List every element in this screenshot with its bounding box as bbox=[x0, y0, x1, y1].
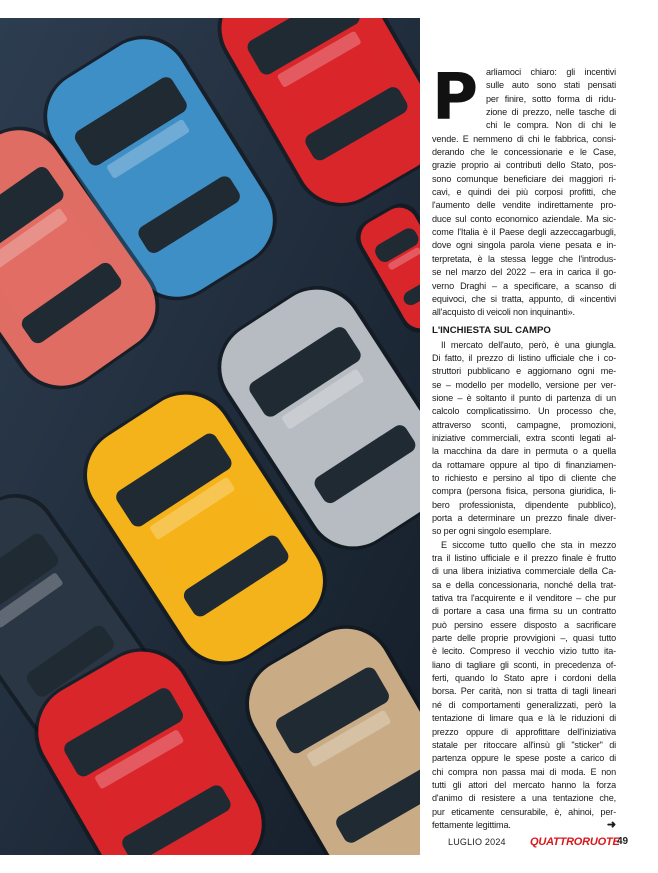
text-line: come l'Italia è il Paese degli azzeccagarbugli, bbox=[432, 227, 616, 238]
text-line: se – modello per modello, versione per ver- bbox=[432, 379, 616, 390]
paragraph-market bbox=[432, 339, 616, 539]
text-line: dove ogni singola parola viene pesata e in- bbox=[432, 240, 616, 251]
text-line: l'aumento delle vendite indirettamente pro- bbox=[432, 200, 616, 211]
text-line: da rottamare oppure al tipo di finanziamen- bbox=[432, 459, 616, 470]
text-line: to richiesto e persino al tipo di cliente che bbox=[432, 472, 616, 483]
text-line: equivoci, che si tratta, appunto, di «incentivi bbox=[432, 293, 616, 304]
page-number: 49 bbox=[617, 836, 629, 847]
text-line: prezzo oppure di approfittare dell'iniziativa bbox=[432, 726, 616, 737]
text-line: cavi, e quindi dei più corposi profitti, che bbox=[432, 187, 616, 198]
paragraph-discounts bbox=[432, 539, 616, 833]
text-line: Di fatto, il prezzo di listino ufficiale che i co- bbox=[432, 352, 616, 363]
svg-text:P: P bbox=[432, 69, 478, 121]
text-line: tutti gli attori del mercato hanno la forza bbox=[432, 779, 616, 790]
section-title: L'INCHIESTA SUL CAMPO bbox=[432, 324, 551, 336]
text-line: può persino essere disposto a sacrificare bbox=[432, 619, 616, 630]
text-line: ferti, quando lo Stato apre i cordoni della bbox=[432, 673, 616, 684]
text-line: porta a determinare un prezzo finale diver- bbox=[432, 513, 616, 523]
text-line: statale per ritoccare all'insù gli "sticker" di bbox=[432, 739, 616, 750]
text-line: chi compra non passa mai di moda. E non bbox=[432, 766, 616, 777]
text-line: calcolo complicatissimo. Un processo che, bbox=[432, 406, 616, 417]
intro-paragraph bbox=[432, 66, 616, 320]
issue-date: LUGLIO 2024 bbox=[448, 837, 506, 847]
text-line: vende. E nemmeno di chi le fabbrica, consi- bbox=[432, 133, 616, 144]
page-footer bbox=[432, 836, 630, 850]
text-line: partenza oppure le spese poste a carico di bbox=[432, 753, 616, 764]
text-line: di portare a casa una firma su un contratto bbox=[432, 606, 616, 617]
text-line: borsa. Per carità, non si tratta di tagli lineari bbox=[432, 686, 616, 697]
text-line: tra il listino ufficiale e il prezzo finale è frutto bbox=[432, 553, 616, 564]
text-line: verno Draghi – a specificare, a scanso di bbox=[432, 280, 616, 291]
text-line: d'animo di resistere a una tentazione che, bbox=[432, 793, 616, 804]
text-line: so per ogni singolo esemplare. bbox=[432, 526, 552, 537]
text-line: Il mercato dell'auto, però, è una giungla. bbox=[441, 339, 616, 350]
text-line: sione – è soltanto il punto di partenza di un bbox=[432, 392, 616, 403]
text-line: di una libera iniziativa commerciale della Ca- bbox=[432, 566, 616, 577]
text-line: duce sul conto economico aziendale. Ma sic- bbox=[432, 213, 616, 224]
text-line: derando che le concessionarie e le Case, bbox=[432, 147, 616, 158]
text-line: pur eticamente censurabile, è, ahinoi, per- bbox=[432, 806, 616, 817]
text-line: liano di tagliare gli sconti, in precedenza of- bbox=[432, 659, 616, 670]
text-line: grazie proprio ai contributi dello Stato, pos- bbox=[432, 160, 616, 171]
text-line: la macchina da dare in permuta o a quella bbox=[432, 446, 616, 457]
text-line: terpretata, è la stessa legge che l'introdus- bbox=[432, 253, 616, 264]
text-line: tativa tra l'acquirente e il venditore – che pur bbox=[432, 593, 616, 604]
text-line: parte delle proprie provvigioni –, quasi tutto bbox=[432, 633, 616, 644]
text-line: è lecito. Compreso il vecchio vizio tutto ita- bbox=[432, 646, 616, 657]
continue-arrow-icon: ➜ bbox=[606, 818, 616, 831]
text-line: tentazione di limare qua e là le riduzioni di bbox=[432, 713, 616, 724]
text-line: compra (persona fisica, persona giuridica, li- bbox=[432, 486, 616, 497]
text-line: E siccome tutto quello che sta in mezzo bbox=[441, 539, 616, 550]
text-line: sono comunque beneficiare dei maggiori ri- bbox=[432, 173, 616, 184]
text-line: struttori pubblicano e aggiornano ogni me- bbox=[432, 366, 616, 377]
parked-cars-photo bbox=[0, 18, 420, 855]
article-body bbox=[432, 66, 616, 832]
text-line: se nel marzo del 2022 – era in carica il go- bbox=[432, 267, 616, 278]
text-line: per finire, sotto forma di ridu- bbox=[486, 93, 616, 104]
text-line: fettamente legittima. bbox=[432, 819, 511, 830]
magazine-brand: QUATTRORUOTE bbox=[530, 836, 620, 848]
text-line: all'acquisto di veicoli non inquinanti». bbox=[432, 307, 575, 318]
text-line: attraverso sconti, campagne, promozioni, bbox=[432, 419, 616, 430]
text-line: iniziative commerciali, extra sconti legati al- bbox=[432, 432, 616, 443]
drop-cap-letter bbox=[432, 69, 482, 121]
text-line: arliamoci chiaro: gli incentivi bbox=[486, 67, 616, 77]
text-line: chi le compra. Non di chi le bbox=[486, 120, 616, 131]
text-line: zione di prezzo, nelle tasche di bbox=[486, 107, 616, 118]
text-line: sulle auto sono stati pensati bbox=[486, 80, 616, 91]
text-line: sa e della concessionaria, nonché della trat- bbox=[432, 579, 616, 590]
text-line: bero professionista, dipendente pubblico), bbox=[432, 499, 616, 510]
text-line: né di comportamenti generalizzati, però la bbox=[432, 699, 616, 710]
